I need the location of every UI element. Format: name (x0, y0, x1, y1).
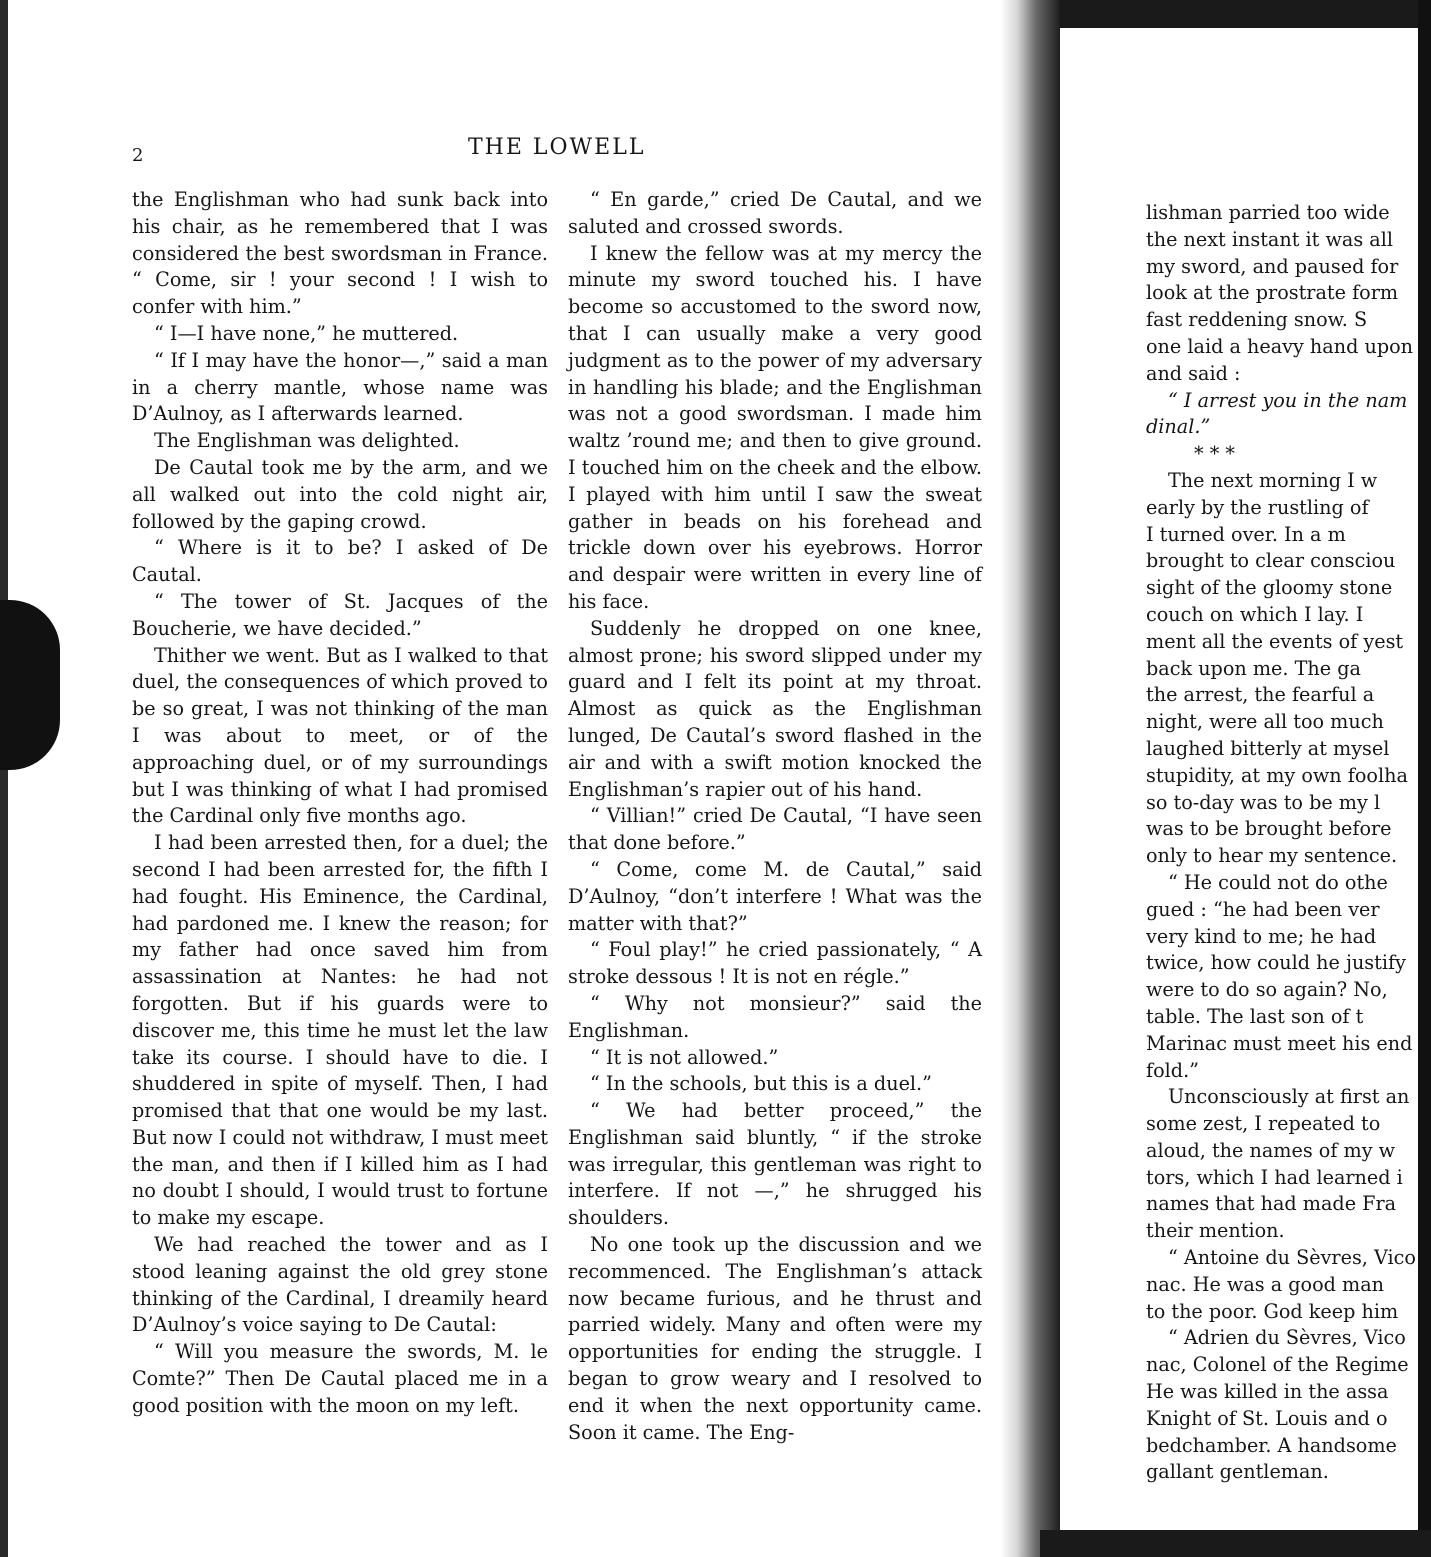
text-line: “ Adrien du Sèvres, Vico (1168, 1326, 1406, 1350)
paragraph: The Englishman was delighted. (154, 429, 460, 453)
text-line: back upon me. The ga (1146, 656, 1361, 680)
paragraph: “ The tower of St. Jacques of the Boucherie, we have decided.” (132, 589, 548, 640)
paragraph: “ We had better proceed,” the Englishman said bluntly, “ if the stroke was irregular, this gentleman was right to interfere. If not —,” he shrugged his shoulders. (568, 1099, 982, 1230)
text-line: I turned over. In a m (1146, 522, 1346, 546)
text-line: “ I arrest you in the nam (1168, 388, 1408, 412)
left-column (132, 187, 548, 1420)
text-line: gallant gentleman. (1146, 1460, 1329, 1484)
text-line: bedchamber. A handsome (1146, 1433, 1397, 1457)
paragraph: I knew the fellow was at my mercy the minute my sword touched his. I have become so accustomed to the sword now, that I can usually make a very good judgment as to the power of my adversary in handling his blade; and the Englishman was not a good swordsman. I made him waltz ’round me; and then to give ground. I touched him on the cheek and the elbow. I played with him until I saw the sweat gather in beads on his forehead and trickle down over his eyebrows. Horror and despair were written in every line of his face. (568, 241, 982, 613)
ink-blot (0, 600, 60, 770)
right-column-cropped (1146, 200, 1418, 1486)
text-line: dinal.” (1146, 415, 1211, 439)
paragraph: “ Will you measure the swords, M. le Comte?” Then De Cautal placed me in a good position with the moon on my left. (132, 1340, 548, 1417)
text-line: sight of the gloomy stone (1146, 576, 1393, 600)
text-line: aloud, the names of my w (1146, 1138, 1396, 1162)
paragraph: No one took up the discussion and we recommenced. The Englishman’s attack now became furious, and he thrust and parried widely. Many and often were my opportunities for ending the struggle. I began to grow weary and I resolved to end it when the next opportunity came. Soon it came. The Eng- (568, 1233, 982, 1444)
running-title: THE LOWELL (468, 135, 646, 160)
paragraph: I had been arrested then, for a duel; the second I had been arrested for, the fifth I had fought. His Eminence, the Cardinal, had pardoned me. I knew the reason; for my father had once saved him from assassination at Nantes: he had not forgotten. But if his guards were to discover me, this time he must let the law take its course. I should have to die. I shuddered in spite of myself. Then, I had promised that that one would be my last. But now I could not withdraw, I must meet the man, and then if I killed him as I had no doubt I should, I would trust to fortune to make my escape. (132, 831, 548, 1230)
paragraph: “ In the schools, but this is a duel.” (590, 1072, 932, 1096)
scan-edge-bottom-right (1040, 1530, 1431, 1557)
text-line: nac, Colonel of the Regime (1146, 1353, 1409, 1377)
text-line: gued : “he had been ver (1146, 897, 1380, 921)
scan-edge-right (1418, 0, 1431, 1557)
text-line: one laid a heavy hand upon (1146, 334, 1414, 358)
middle-column (568, 187, 982, 1446)
text-line: ment all the events of yest (1146, 629, 1404, 653)
text-line: the next instant it was all (1146, 227, 1393, 251)
text-line: nac. He was a good man (1146, 1272, 1385, 1296)
text-line: “ He could not do othe (1168, 870, 1388, 894)
text-line: and said : (1146, 361, 1241, 385)
text-line: some zest, I repeated to (1146, 1112, 1381, 1136)
text-line: The next morning I w (1168, 468, 1378, 492)
text-line: couch on which I lay. I (1146, 602, 1364, 626)
text-line: only to hear my sentence. (1146, 844, 1398, 868)
text-line: my sword, and paused for (1146, 254, 1399, 278)
text-line: laughed bitterly at mysel (1146, 736, 1390, 760)
text-line: “ Antoine du Sèvres, Vico (1168, 1246, 1416, 1270)
page-header (132, 135, 982, 169)
paragraph: Suddenly he dropped on one knee, almost prone; his sword slipped under my guard and I felt its point at my throat. Almost as quick as the Englishman lunged, De Cautal’s sword flashed in the air and with a swift motion knocked the Englishman’s rapier out of his hand. (568, 616, 982, 801)
text-line: Knight of St. Louis and o (1146, 1406, 1388, 1430)
page-number: 2 (132, 145, 144, 166)
text-line: to the poor. God keep him (1146, 1299, 1399, 1323)
text-line: He was killed in the assa (1146, 1380, 1389, 1404)
text-line: night, were all too much (1146, 710, 1384, 734)
paragraph: De Cautal took me by the arm, and we all walked out into the cold night air, followed by the gaping crowd. (132, 455, 548, 533)
paragraph: “ If I may have the honor—,” said a man in a cherry mantle, whose name was D’Aulnoy, as I afterwards learned. (132, 348, 548, 426)
text-line: early by the rustling of (1146, 495, 1369, 519)
text-line: fast reddening snow. S (1146, 308, 1368, 332)
text-line: fold.” (1146, 1058, 1199, 1082)
paragraph: “ Villian!” cried De Cautal, “I have seen that done before.” (568, 804, 982, 855)
text-line: stupidity, at my own foolha (1146, 763, 1408, 787)
text-line: the arrest, the fearful a (1146, 683, 1375, 707)
paragraph: “ I—I have none,” he muttered. (154, 321, 459, 345)
text-line: very kind to me; he had (1146, 924, 1377, 948)
text-line: brought to clear consciou (1146, 549, 1396, 573)
text-line: look at the prostrate form (1146, 281, 1399, 305)
paragraph: “ Foul play!” he cried passionately, “ A stroke dessous ! It is not en régle.” (568, 938, 982, 989)
paragraph: Thither we went. But as I walked to that duel, the consequences of which proved to be so great, I was not thinking of the man I was about to meet, or of the approaching duel, or of my surroundings but I was thinking of what I had promised the Cardinal only five months ago. (132, 643, 548, 828)
text-line: names that had made Fra (1146, 1192, 1397, 1216)
text-line: so to-day was to be my l (1146, 790, 1381, 814)
text-line: twice, how could he justify (1146, 951, 1406, 975)
paragraph: “ Come, come M. de Cautal,” said D’Aulnoy, “don’t interfere ! What was the matter with that?” (568, 857, 982, 935)
text-line: were to do so again? No, (1146, 978, 1388, 1002)
scan-edge-top-right (1060, 0, 1431, 28)
page-gutter-shadow (1000, 0, 1060, 1557)
text-line: their mention. (1146, 1219, 1285, 1243)
text-line: Unconsciously at first an (1168, 1085, 1410, 1109)
text-line: Marinac must meet his end (1146, 1031, 1413, 1055)
paragraph: “ Where is it to be? I asked of De Cautal. (132, 536, 548, 587)
paragraph: “ It is not allowed.” (590, 1045, 779, 1069)
text-line: tors, which I had learned i (1146, 1165, 1403, 1189)
paragraph: We had reached the tower and as I stood leaning against the old grey stone thinking of the Cardinal, I dreamily heard D’Aulnoy’s voice saying to De Cautal: (132, 1233, 548, 1337)
section-break: * * * (1194, 442, 1235, 466)
paragraph: “ En garde,” cried De Cautal, and we saluted and crossed swords. (568, 188, 982, 238)
scan-edge-left (0, 0, 8, 1557)
text-line: was to be brought before (1146, 817, 1392, 841)
text-line: table. The last son of t (1146, 1004, 1364, 1028)
paragraph: the Englishman who had sunk back into his chair, as he remembered that I was considered the best swordsman in France. “ Come, sir ! your second ! I wish to confer with him.” (132, 188, 548, 319)
paragraph: “ Why not monsieur?” said the Englishman. (568, 991, 982, 1042)
text-line: lishman parried too wide (1146, 201, 1390, 224)
